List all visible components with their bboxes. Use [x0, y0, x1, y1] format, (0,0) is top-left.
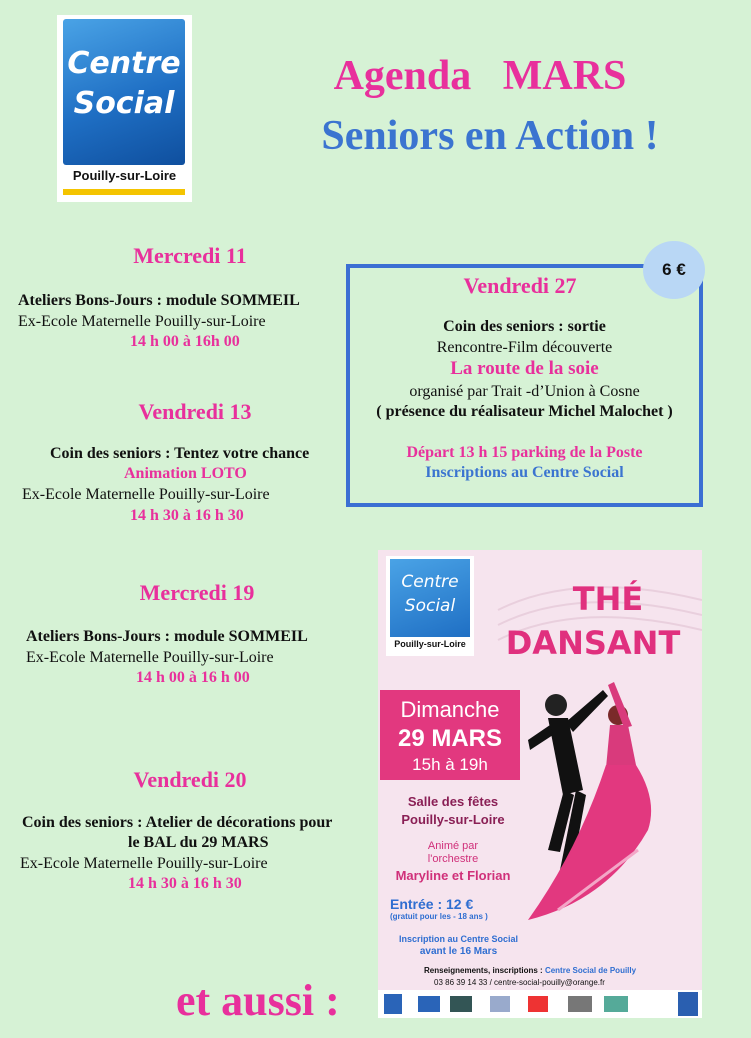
event-line: Coin des seniors : Tentez votre chance — [50, 445, 310, 462]
event-line: Ateliers Bons-Jours : module SOMMEIL — [26, 628, 308, 645]
poster-entry-note: (gratuit pour les - 18 ans ) — [390, 912, 488, 921]
logo-word-1: Centre — [67, 46, 181, 81]
poster-band: Maryline et Florian — [395, 868, 511, 883]
centre-social-logo — [57, 15, 192, 202]
event-day: Vendredi 13 — [138, 399, 252, 424]
poster-insc-1: Inscription au Centre Social — [398, 934, 519, 944]
poster-venue-1: Salle des fêtes — [407, 794, 499, 809]
poster-date: 29 MARS — [397, 725, 503, 752]
event-time: 14 h 30 à 16 h 30 — [128, 875, 242, 892]
event-line: Ex-Ecole Maternelle Pouilly-sur-Loire — [26, 649, 274, 666]
poster-hours: 15h à 19h — [412, 755, 488, 774]
poster-logo — [386, 556, 474, 656]
seniors-title: Seniors en Action ! — [321, 113, 659, 159]
the-dansant-poster — [378, 550, 702, 1018]
box-line: organisé par Trait -d’Union à Cosne — [409, 383, 640, 400]
event-line: Animation LOTO — [124, 465, 247, 482]
event-time: 14 h 00 à 16h 00 — [130, 333, 240, 350]
event-time: 14 h 30 à 16 h 30 — [130, 507, 244, 524]
poster-logo-word-2: Social — [404, 596, 456, 616]
logo-blue-panel — [63, 19, 185, 165]
poster-info — [424, 966, 636, 975]
partner-logos-strip — [378, 990, 702, 1018]
poster-entry: Entrée : 12 € — [390, 896, 474, 912]
event-line: Ex-Ecole Maternelle Pouilly-sur-Loire — [22, 486, 270, 503]
poster-title-2: DANSANT — [505, 624, 681, 662]
agenda-title: Agenda MARS — [333, 53, 627, 99]
poster-info-label: Renseignements, inscriptions : — [424, 966, 543, 975]
event-line: Coin des seniors : Atelier de décorations pour — [22, 814, 333, 831]
price-badge: 6 € — [643, 241, 705, 299]
event-day: Mercredi 11 — [133, 243, 247, 268]
dancers-illustration — [528, 682, 651, 920]
poster-contact: 03 86 39 14 33 / centre-social-pouilly@orange.fr — [434, 978, 605, 987]
event-line: Ateliers Bons-Jours : module SOMMEIL — [18, 292, 300, 309]
film-title: La route de la soie — [450, 358, 599, 379]
box-day: Vendredi 27 — [463, 273, 577, 298]
logo-yellow-bar — [63, 189, 185, 195]
poster-logo-place: Pouilly-sur-Loire — [394, 639, 466, 649]
logo-place: Pouilly-sur-Loire — [72, 168, 177, 183]
event-time: 14 h 00 à 16 h 00 — [136, 669, 250, 686]
poster-anim-1: Animé par — [427, 840, 479, 852]
poster-date-day: Dimanche — [400, 697, 500, 722]
et-aussi-heading: et aussi : — [176, 976, 340, 1025]
event-day: Mercredi 19 — [139, 580, 255, 605]
box-line: Coin des seniors : sortie — [443, 318, 606, 335]
poster-logo-word-1: Centre — [401, 572, 459, 592]
event-line: Ex-Ecole Maternelle Pouilly-sur-Loire — [20, 855, 268, 872]
box-departure: Départ 13 h 15 parking de la Poste — [406, 444, 643, 461]
poster-insc-2: avant le 16 Mars — [419, 946, 498, 957]
logo-word-2: Social — [73, 86, 175, 121]
poster-venue-2: Pouilly-sur-Loire — [401, 812, 505, 827]
box-line: ( présence du réalisateur Michel Malochet ) — [376, 403, 673, 420]
event-line: Ex-Ecole Maternelle Pouilly-sur-Loire — [18, 313, 266, 330]
box-line: Rencontre-Film découverte — [436, 339, 613, 356]
poster-anim-2: l'orchestre — [427, 853, 479, 865]
event-line: le BAL du 29 MARS — [128, 834, 269, 851]
event-day: Vendredi 20 — [133, 767, 247, 792]
box-registration: Inscriptions au Centre Social — [425, 464, 624, 481]
poster-info-org: Centre Social de Pouilly — [544, 966, 637, 975]
poster-title-1: THÉ — [572, 580, 644, 618]
